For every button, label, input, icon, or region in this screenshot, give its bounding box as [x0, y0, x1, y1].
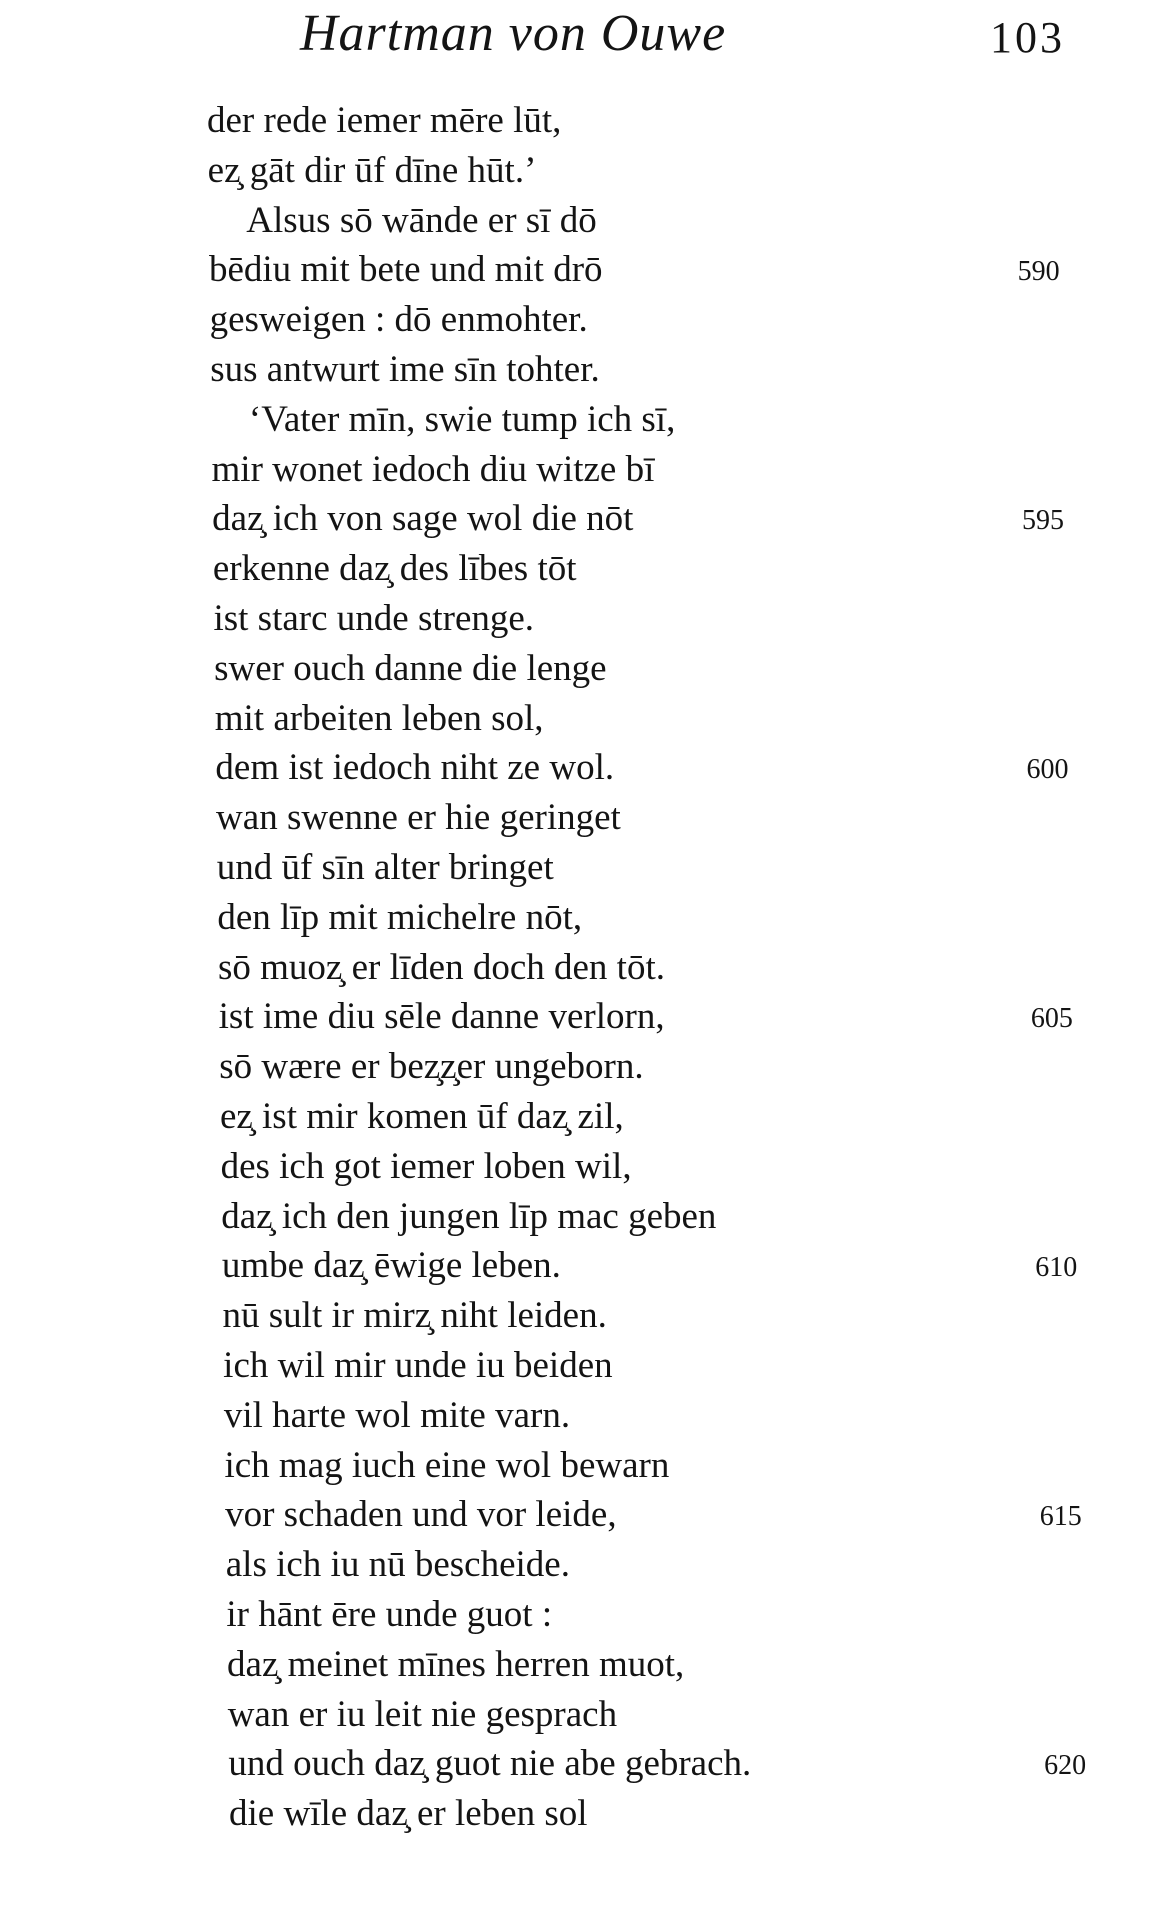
verse-text: mir wonet iedoch diu witze bī — [211, 448, 655, 490]
verse-line — [0, 196, 1156, 246]
verse-line — [0, 445, 1156, 495]
verse-text: ez̧ gāt dir ūf dīne hūt.’ — [207, 149, 537, 191]
verse-line — [0, 1192, 1156, 1242]
verse-text: ist ime diu sēle danne verlorn, — [218, 996, 665, 1038]
verse-line — [0, 793, 1156, 843]
verse-text: als ich iu nū bescheide. — [225, 1544, 570, 1586]
verse-line — [0, 345, 1156, 395]
verse-text: ich wil mir unde iu beiden — [223, 1344, 613, 1386]
verse-text: die wīle daz̧ er leben sol — [229, 1793, 588, 1835]
page-number: 103 — [990, 13, 1065, 62]
verse-text: daz̧ meinet mīnes herren muot, — [227, 1643, 685, 1685]
verse-text: ich mag iuch eine wol bewarn — [224, 1444, 670, 1486]
verse-text: ez̧ ist mir komen ūf daz̧ zil, — [219, 1095, 624, 1137]
verse-text: der rede iemer mēre lūt, — [207, 100, 562, 141]
verse-line — [0, 743, 1156, 793]
verse-text: daz̧ ich von sage wol die nōt — [212, 498, 634, 540]
verse-line — [0, 1640, 1156, 1690]
verse-line — [0, 1789, 1156, 1839]
verse-line — [0, 1391, 1156, 1441]
verse-text: daz̧ ich den jungen līp mac geben — [221, 1195, 717, 1237]
verse-line — [0, 395, 1156, 445]
verse-line — [0, 992, 1156, 1042]
verse-text: sō muoz̧ er līden doch den tōt. — [218, 946, 665, 988]
verse-line — [0, 594, 1156, 644]
verse-text: nū sult ir mirz̧ niht leiden. — [222, 1295, 607, 1337]
verse-line — [0, 1739, 1156, 1789]
verse-text: erkenne daz̧ des lībes tōt — [212, 548, 577, 590]
verse-line — [0, 893, 1156, 943]
verse-text: swer ouch danne die lenge — [214, 647, 607, 689]
verse-text: des ich got iemer loben wil, — [220, 1145, 632, 1187]
verse-line — [0, 644, 1156, 694]
verse-text: und ūf sīn alter bringet — [216, 846, 554, 888]
verse-line — [0, 1690, 1156, 1740]
verse-text: vor schaden und vor leide, — [225, 1494, 617, 1536]
verse-line — [0, 1291, 1156, 1341]
verse-line — [0, 96, 1156, 146]
verse-text: gesweigen : dō enmohter. — [209, 299, 588, 341]
verse-line — [0, 1142, 1156, 1192]
verse-line — [0, 1241, 1156, 1291]
verse-text: Alsus sō wānde er sī dō — [246, 199, 597, 241]
verse-text: und ouch daz̧ guot nie abe gebrach. — [228, 1743, 752, 1785]
verse-line — [0, 1341, 1156, 1391]
verse-text: ist starc unde strenge. — [213, 597, 535, 639]
verse-text: ir hānt ēre unde guot : — [226, 1593, 553, 1635]
verse-line — [0, 1042, 1156, 1092]
line-number: 605 — [1030, 1003, 1073, 1035]
line-number: 595 — [1022, 505, 1065, 537]
verse-text: ‘Vater mīn, swie tump ich sī, — [248, 398, 676, 440]
line-number: 610 — [1035, 1252, 1078, 1284]
verse-line — [0, 1441, 1156, 1491]
verse-line — [0, 843, 1156, 893]
verse-text: wan swenne er hie geringet — [216, 797, 621, 839]
verse-text: mit arbeiten leben sol, — [214, 697, 544, 739]
verse-text: sus antwurt ime sīn tohter. — [210, 348, 600, 390]
verse-line — [0, 694, 1156, 744]
verse-line — [0, 295, 1156, 345]
verse-line — [0, 943, 1156, 993]
line-number: 590 — [1017, 256, 1060, 288]
verse-line — [0, 146, 1156, 196]
verse-text: vil harte wol mite varn. — [223, 1394, 571, 1436]
verse-block — [0, 96, 1156, 1839]
verse-line — [0, 544, 1156, 594]
verse-line — [0, 1590, 1156, 1640]
verse-text: umbe daz̧ ēwige leben. — [221, 1245, 561, 1287]
verse-text: den līp mit michelre nōt, — [217, 896, 583, 938]
verse-text: dem ist iedoch niht ze wol. — [215, 747, 615, 789]
line-number: 615 — [1039, 1501, 1082, 1533]
running-title: Hartman von Ouwe — [300, 5, 727, 62]
verse-line — [0, 1490, 1156, 1540]
line-number: 600 — [1026, 754, 1069, 786]
verse-line — [0, 1540, 1156, 1590]
verse-line — [0, 494, 1156, 544]
verse-text: wan er iu leit nie gesprach — [227, 1693, 618, 1735]
verse-line — [0, 1092, 1156, 1142]
verse-line — [0, 245, 1156, 295]
verse-text: bēdiu mit bete und mit drō — [208, 249, 603, 291]
verse-text: sō wære er bez̧z̧er ungeborn. — [219, 1046, 644, 1088]
line-number: 620 — [1044, 1750, 1087, 1782]
